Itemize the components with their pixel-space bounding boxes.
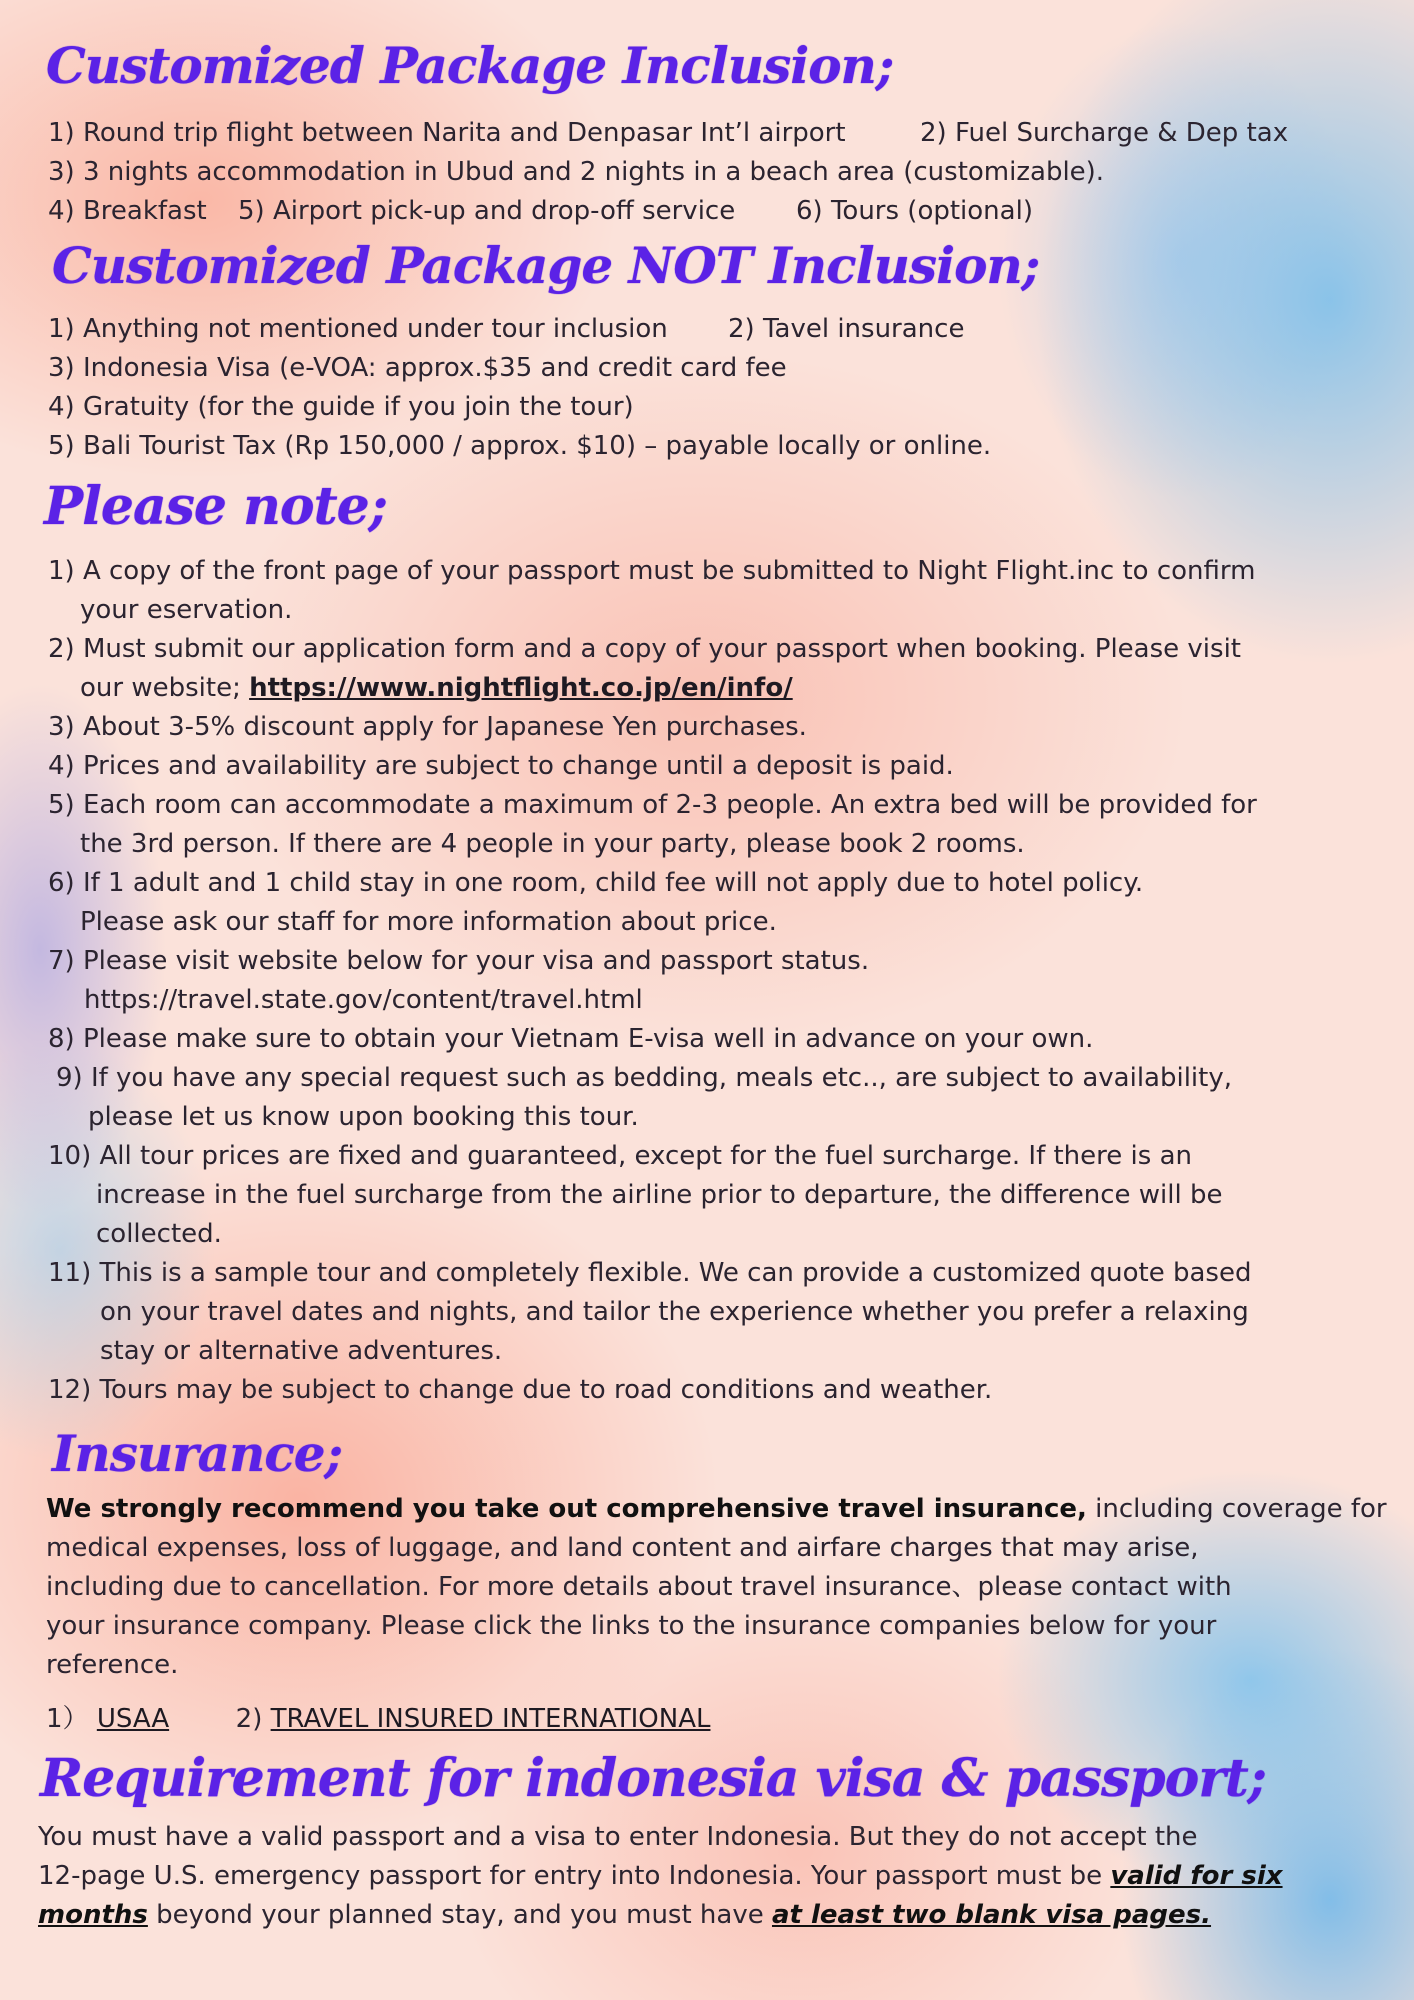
not-inclusion-line-4: 5) Bali Tourist Tax (Rp 150,000 / approx. $10) – payable locally or online. <box>48 431 992 461</box>
insurance-links <box>46 1704 710 1734</box>
not-inclusion-heading: Customized Package NOT Inclusion; <box>52 236 1040 295</box>
note-9b: please let us know upon booking this tour. <box>88 1102 639 1132</box>
inclusion-line-1a: 1) Round trip flight between Narita and Denpasar Int’l airport <box>48 118 846 148</box>
note-1a: 1) A copy of the front page of your passport must be submitted to Night Flight.inc to confirm <box>48 556 1256 586</box>
insurance-p5: reference. <box>46 1650 179 1680</box>
note-2b-text: our website; <box>80 673 241 703</box>
insurance-p2: medical expenses, loss of luggage, and land content and airfare charges that may arise, <box>46 1533 1199 1563</box>
inclusion-heading: Customized Package Inclusion; <box>46 36 894 95</box>
travel-insured-international-link[interactable]: TRAVEL INSURED INTERNATIONAL <box>270 1704 711 1734</box>
note-7b-link[interactable]: https://travel.state.gov/content/travel.html <box>84 985 643 1015</box>
note-10a: 10) All tour prices are fixed and guaranteed, except for the fuel surcharge. If there is an <box>48 1141 1192 1171</box>
note-9a: 9) If you have any special request such as bedding, meals etc.., are subject to availability, <box>56 1063 1232 1093</box>
note-11b: on your travel dates and nights, and tailor the experience whether you prefer a relaxing <box>100 1297 1249 1327</box>
insurance-link-1-number: 1） <box>46 1704 89 1734</box>
not-inclusion-line-1a: 1) Anything not mentioned under tour inclusion <box>48 314 668 344</box>
requirement-line-2-text: 12-page U.S. emergency passport for entry into Indonesia. Your passport must be <box>38 1861 1111 1891</box>
note-5a: 5) Each room can accommodate a maximum of 2-3 people. An extra bed will be provided for <box>48 790 1257 820</box>
requirement-line-2 <box>38 1861 1283 1891</box>
insurance-p1-rest: including coverage for <box>1086 1494 1387 1524</box>
inclusion-line-3c: 6) Tours (optional) <box>796 196 1033 226</box>
insurance-recommendation: We strongly recommend you take out comprehensive travel insurance, <box>46 1494 1087 1524</box>
note-2a: 2) Must submit our application form and a copy of your passport when booking. Please visit <box>48 634 1241 664</box>
inclusion-line-2: 3) 3 nights accommodation in Ubud and 2 nights in a beach area (customizable). <box>48 157 1105 187</box>
note-5b: the 3rd person. If there are 4 people in your party, please book 2 rooms. <box>80 829 1025 859</box>
note-6b: Please ask our staff for more information about price. <box>80 907 777 937</box>
insurance-link-2-number: 2) <box>235 1704 263 1734</box>
note-7a: 7) Please visit website below for your visa and passport status. <box>48 946 870 976</box>
inclusion-line-3b: 5) Airport pick-up and drop-off service <box>238 196 736 226</box>
note-4: 4) Prices and availability are subject to change until a deposit is paid. <box>48 751 954 781</box>
note-6a: 6) If 1 adult and 1 child stay in one room, child fee will not apply due to hotel policy. <box>48 868 1144 898</box>
insurance-p1 <box>46 1494 1387 1524</box>
note-10b: increase in the fuel surcharge from the airline prior to departure, the difference will be <box>96 1180 1223 1210</box>
note-8: 8) Please make sure to obtain your Vietnam E-visa well in advance on your own. <box>48 1024 1094 1054</box>
usaa-link[interactable]: USAA <box>96 1704 170 1734</box>
requirement-heading: Requirement for indonesia visa & passport; <box>40 1748 1266 1809</box>
nightflight-info-link[interactable]: https://www.nightflight.co.jp/en/info/ <box>249 673 793 703</box>
insurance-p3: including due to cancellation. For more details about travel insurance、please contact with <box>46 1572 1232 1602</box>
valid-for-six-emphasis: valid for six <box>1110 1861 1283 1891</box>
not-inclusion-line-2: 3) Indonesia Visa (e-VOA: approx.$35 and credit card fee <box>48 353 787 383</box>
not-inclusion-line-1b: 2) Tavel insurance <box>728 314 965 344</box>
inclusion-line-3a: 4) Breakfast <box>48 196 207 226</box>
insurance-heading: Insurance; <box>52 1424 343 1483</box>
note-10c: collected. <box>96 1219 222 1249</box>
insurance-p4: your insurance company. Please click the links to the insurance companies below for your <box>46 1611 1217 1641</box>
note-2b <box>80 673 793 703</box>
note-11c: stay or alternative adventures. <box>100 1336 503 1366</box>
note-3: 3) About 3-5% discount apply for Japanese Yen purchases. <box>48 712 807 742</box>
requirement-line-3 <box>38 1900 1211 1930</box>
notes-heading: Please note; <box>44 476 387 537</box>
months-emphasis: months <box>38 1900 148 1930</box>
inclusion-line-1b: 2) Fuel Surcharge & Dep tax <box>920 118 1289 148</box>
requirement-line-1: You must have a valid passport and a visa to enter Indonesia. But they do not accept the <box>38 1822 1198 1852</box>
note-12: 12) Tours may be subject to change due to road conditions and weather. <box>48 1375 993 1405</box>
not-inclusion-line-3: 4) Gratuity (for the guide if you join the tour) <box>48 392 634 422</box>
note-11a: 11) This is a sample tour and completely flexible. We can provide a customized quote based <box>48 1258 1252 1288</box>
blank-visa-pages-emphasis: at least two blank visa pages. <box>771 1900 1212 1930</box>
note-1b: your eservation. <box>80 595 293 625</box>
requirement-line-3-text: beyond your planned stay, and you must have <box>147 1900 772 1930</box>
